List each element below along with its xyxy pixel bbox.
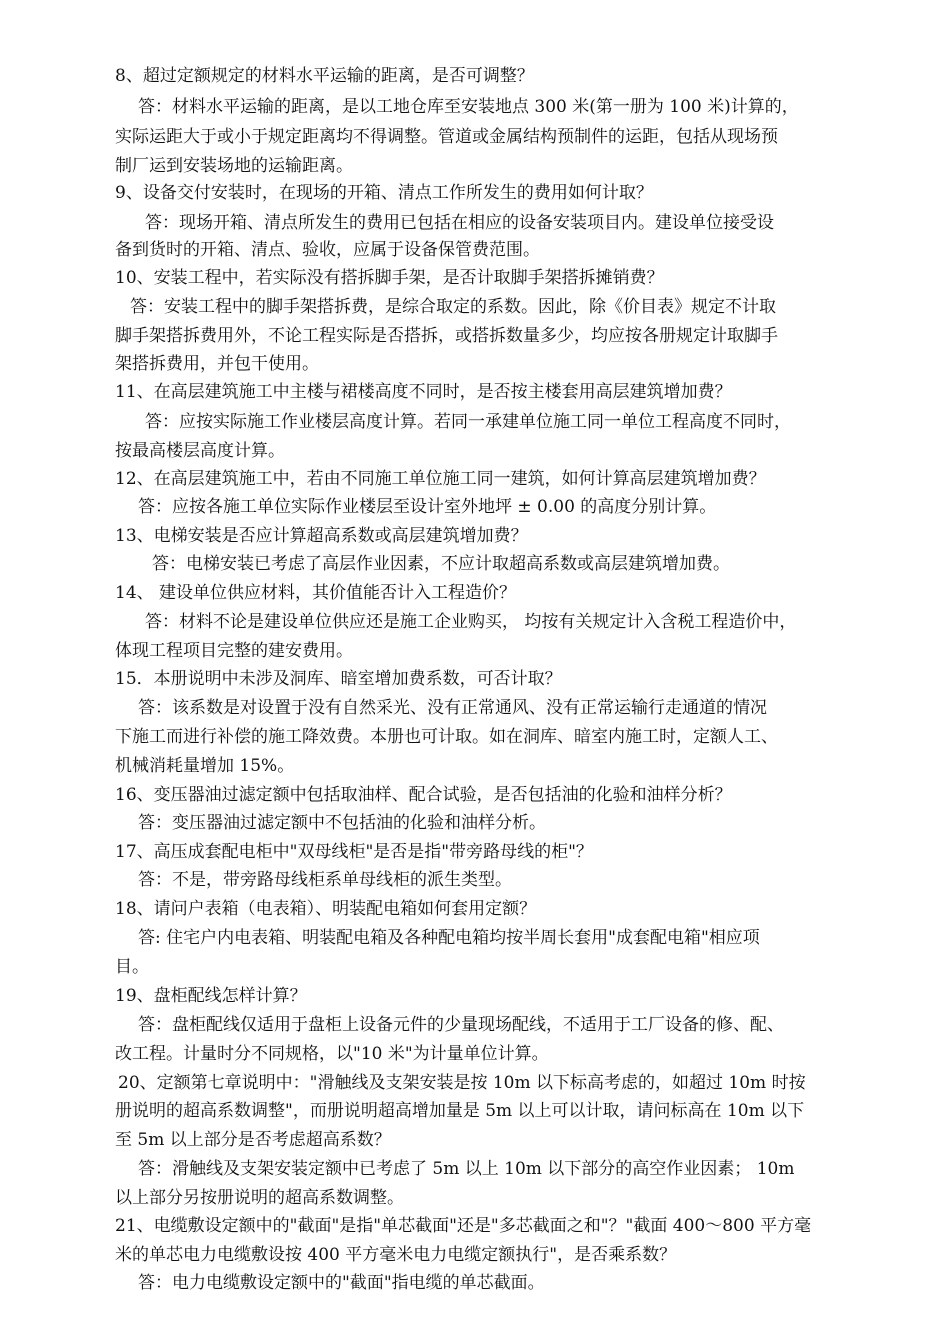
answer-18-cont: 目。 [115,957,149,977]
question-16: 16、变压器油过滤定额中包括取油样、配合试验，是否包括油的化验和油样分析？ [115,785,732,805]
question-17: 17、高压成套配电柜中"双母线柜"是否是指"带旁路母线的柜"？ [115,842,593,862]
answer-9: 答：现场开箱、清点所发生的费用已包括在相应的设备安装项目内。建设单位接受设 [145,213,774,233]
answer-17: 答：不是，带旁路母线柜系单母线柜的派生类型。 [138,870,512,890]
answer-12: 答：应按各施工单位实际作业楼层至设计室外地坪 ± 0.00 的高度分别计算。 [138,497,717,517]
answer-16: 答：变压器油过滤定额中不包括油的化验和油样分析。 [138,813,546,833]
answer-8-cont: 制厂运到安装场地的运输距离。 [115,156,353,176]
question-9: 9、设备交付安装时，在现场的开箱、清点工作所发生的费用如何计取？ [115,183,653,203]
answer-9-cont: 备到货时的开箱、清点、验收，应属于设备保管费范围。 [115,240,540,260]
answer-19-cont: 改工程。计量时分不同规格，以"10 米"为计量单位计算。 [115,1044,549,1064]
answer-15-cont: 机械消耗量增加 15%。 [115,756,295,776]
answer-10: 答：安装工程中的脚手架搭拆费，是综合取定的系数。因此，除《价目表》规定不计取 [130,297,776,317]
question-15: 15．本册说明中未涉及洞库、暗室增加费系数，可否计取？ [115,669,562,689]
answer-21: 答：电力电缆敷设定额中的"截面"指电缆的单芯截面。 [138,1273,545,1293]
answer-14: 答：材料不论是建设单位供应还是施工企业购买， 均按有关规定计入含税工程造价中， [145,612,797,632]
answer-20: 答：滑触线及支架安装定额中已考虑了 5m 以上 10m 以下部分的高空作业因素； 10m [138,1159,795,1179]
answer-14-cont: 体现工程项目完整的建安费用。 [115,641,353,661]
answer-10-cont: 架搭拆费用，并包干使用。 [115,354,319,374]
question-21-cont: 米的单芯电力电缆敷设按 400 平方毫米电力电缆定额执行"，是否乘系数？ [115,1245,677,1265]
answer-20-cont: 以上部分另按册说明的超高系数调整。 [115,1188,404,1208]
question-20-cont: 至 5m 以上部分是否考虑超高系数？ [115,1130,391,1150]
answer-15: 答：该系数是对设置于没有自然采光、没有正常通风、没有正常运输行走通道的情况 [138,698,767,718]
question-11: 11、在高层建筑施工中主楼与裙楼高度不同时，是否按主楼套用高层建筑增加费？ [115,382,732,402]
question-21: 21、电缆敷设定额中的"截面"是指"单芯截面"还是"多芯截面之和"？"截面 400～800 平方毫 [115,1216,812,1236]
question-14: 14、 建设单位供应材料，其价值能否计入工程造价？ [115,583,517,603]
question-13: 13、电梯安装是否应计算超高系数或高层建筑增加费？ [115,526,528,546]
question-20: 20、定额第七章说明中："滑触线及支架安装是按 10m 以下标高考虑的，如超过 10m 时按 [118,1073,806,1093]
answer-13: 答：电梯安装已考虑了高层作业因素，不应计取超高系数或高层建筑增加费。 [152,554,730,574]
answer-8: 答：材料水平运输的距离，是以工地仓库至安装地点 300 米(第一册为 100 米)计算的， [138,97,799,117]
question-10: 10、安装工程中，若实际没有搭拆脚手架，是否计取脚手架搭拆摊销费？ [115,268,664,288]
answer-18: 答: 住宅户内电表箱、明装配电箱及各种配电箱均按半周长套用"成套配电箱"相应项 [138,928,760,948]
answer-11-cont: 按最高楼层高度计算。 [115,441,285,461]
answer-15-cont: 下施工而进行补偿的施工降效费。本册也可计取。如在洞库、暗室内施工时，定额人工、 [115,727,778,747]
answer-8-cont: 实际运距大于或小于规定距离均不得调整。管道或金属结构预制件的运距，包括从现场预 [115,127,778,147]
question-12: 12、在高层建筑施工中，若由不同施工单位施工同一建筑，如何计算高层建筑增加费？ [115,469,766,489]
question-18: 18、请问户表箱（电表箱）、明装配电箱如何套用定额？ [115,899,537,919]
answer-10-cont: 脚手架搭拆费用外，不论工程实际是否搭拆，或搭拆数量多少，均应按各册规定计取脚手 [115,326,778,346]
question-8: 8、超过定额规定的材料水平运输的距离，是否可调整？ [115,66,534,86]
answer-19: 答：盘柜配线仅适用于盘柜上设备元件的少量现场配线，不适用于工厂设备的修、配、 [138,1015,784,1035]
question-19: 19、盘柜配线怎样计算？ [115,986,307,1006]
answer-11: 答：应按实际施工作业楼层高度计算。若同一承建单位施工同一单位工程高度不同时， [145,412,791,432]
question-20-cont: 册说明的超高系数调整"，而册说明超高增加量是 5m 以上可以计取，请问标高在 10m 以下 [115,1101,805,1121]
